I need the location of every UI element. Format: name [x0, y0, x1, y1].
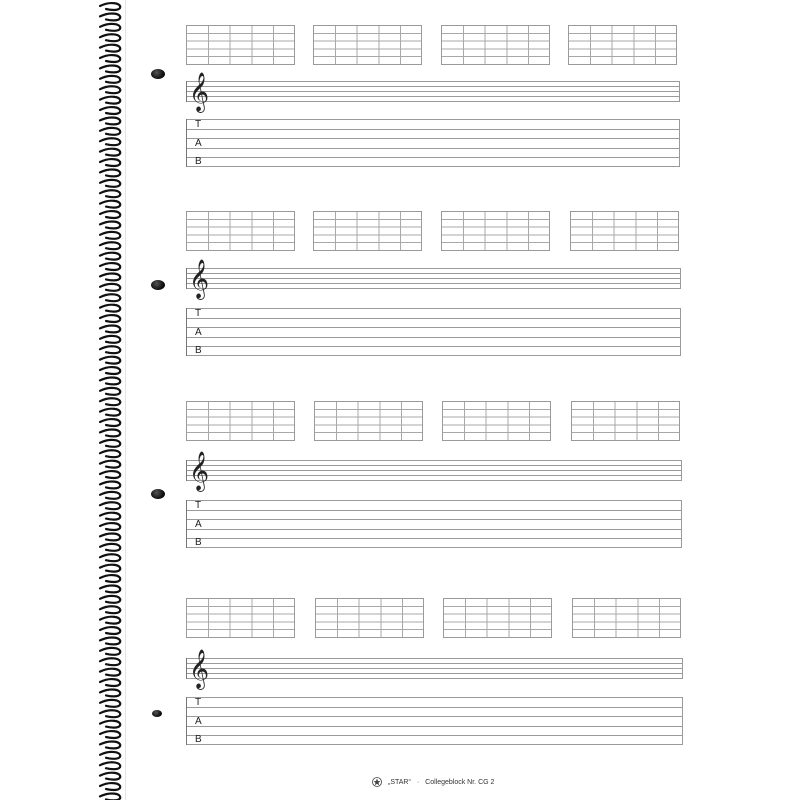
spiral-coil	[100, 492, 120, 499]
spiral-coil	[100, 34, 120, 41]
treble-clef-icon: 𝄞	[189, 451, 210, 491]
spiral-coil	[100, 638, 120, 645]
spiral-coil	[100, 742, 120, 749]
music-staff	[186, 451, 682, 491]
spiral-coil	[100, 398, 120, 405]
footer-brand: „STAR“	[388, 778, 411, 786]
chord-diagram-box	[313, 211, 422, 251]
spiral-coil	[100, 773, 120, 780]
tab-letter-b: B	[195, 156, 202, 167]
punch-hole-icon	[151, 69, 165, 79]
tab-letter-a: A	[195, 327, 202, 338]
chord-diagram-box	[568, 25, 677, 65]
spiral-coil	[100, 502, 120, 509]
spiral-coil	[100, 554, 120, 561]
spiral-coil	[100, 378, 120, 385]
spiral-coil	[100, 409, 120, 416]
star-logo-icon	[372, 777, 382, 787]
chord-diagram-box	[441, 25, 550, 65]
spiral-coil	[100, 762, 120, 769]
spiral-coil	[100, 190, 120, 197]
chord-diagram-box	[186, 401, 295, 441]
punch-hole-icon	[152, 710, 162, 717]
treble-clef-icon: 𝄞	[189, 72, 210, 112]
spiral-coil	[100, 242, 120, 249]
spiral-coil	[100, 534, 120, 541]
spiral-coil	[100, 617, 120, 624]
tab-letter-b: B	[195, 537, 202, 548]
chord-diagram-box	[572, 598, 681, 638]
spiral-coil	[100, 159, 120, 166]
spiral-coil	[100, 658, 120, 665]
chord-diagram-box	[571, 401, 680, 441]
treble-clef-icon: 𝄞	[189, 649, 210, 689]
footer-imprint	[372, 777, 494, 787]
chord-diagram-box	[313, 25, 422, 65]
spiral-coil	[100, 118, 120, 125]
spiral-coil	[100, 450, 120, 457]
spiral-coil	[100, 211, 120, 218]
spiral-coil	[100, 586, 120, 593]
tab-letter-t: T	[195, 697, 202, 708]
tab-letter-a: A	[195, 519, 202, 530]
tablature-staff	[186, 119, 680, 167]
chord-diagram-box	[442, 401, 551, 441]
spiral-coil	[100, 419, 120, 426]
tab-letter-t: T	[195, 308, 202, 319]
tablature-staff	[186, 697, 683, 745]
spiral-coil	[100, 294, 120, 301]
spiral-coil	[100, 24, 120, 31]
spiral-coil	[100, 700, 120, 707]
spiral-coil	[100, 336, 120, 343]
spiral-coil	[100, 513, 120, 520]
spiral-coil	[100, 55, 120, 62]
spiral-coil	[100, 170, 120, 177]
spiral-coil	[100, 690, 120, 697]
spiral-coil	[100, 253, 120, 260]
treble-clef-icon: 𝄞	[189, 259, 210, 299]
punch-hole-icon	[151, 489, 165, 499]
spiral-coil	[100, 66, 120, 73]
spiral-coil	[100, 201, 120, 208]
chord-diagram-box	[186, 25, 295, 65]
spiral-coil	[100, 783, 120, 790]
spiral-coil	[100, 471, 120, 478]
spiral-coil	[100, 284, 120, 291]
spiral-coil	[100, 596, 120, 603]
spiral-coil	[100, 430, 120, 437]
spiral-coil	[100, 45, 120, 52]
tablature-staff	[186, 308, 681, 356]
chord-diagram-box	[186, 211, 295, 251]
chord-diagram-box	[441, 211, 550, 251]
spiral-coil	[100, 180, 120, 187]
chord-diagram-box	[314, 401, 423, 441]
music-staff	[186, 649, 683, 689]
spiral-coil	[100, 752, 120, 759]
tab-letter-b: B	[195, 345, 202, 356]
footer-product: Collegeblock Nr. CG 2	[425, 778, 495, 786]
spiral-coil	[100, 305, 120, 312]
spiral-coil	[100, 794, 120, 800]
spiral-coil	[100, 679, 120, 686]
spiral-coil	[100, 14, 120, 21]
spiral-coil	[100, 482, 120, 489]
spiral-coil	[100, 138, 120, 145]
spiral-coil	[100, 3, 120, 10]
tablature-staff	[186, 500, 682, 548]
footer-separator: ·	[416, 778, 420, 786]
spiral-coil	[100, 544, 120, 551]
music-staff	[186, 72, 680, 112]
spiral-coil	[100, 367, 120, 374]
spiral-coil	[100, 357, 120, 364]
tab-letter-t: T	[195, 119, 202, 130]
spiral-coil	[100, 731, 120, 738]
spiral-coil	[100, 326, 120, 333]
chord-diagram-box	[186, 598, 295, 638]
tab-letter-a: A	[195, 716, 202, 727]
spiral-coil	[100, 440, 120, 447]
spiral-coil	[100, 128, 120, 135]
spiral-coil	[100, 76, 120, 83]
tab-letter-t: T	[195, 500, 202, 511]
spiral-coil	[100, 627, 120, 634]
spiral-coil	[100, 274, 120, 281]
spiral-coil	[100, 346, 120, 353]
spiral-coil	[100, 232, 120, 239]
spiral-coil	[100, 648, 120, 655]
spiral-coil	[100, 315, 120, 322]
spiral-coil	[100, 669, 120, 676]
spiral-coil	[100, 388, 120, 395]
chord-diagram-box	[315, 598, 424, 638]
spiral-binding-icon	[96, 0, 126, 800]
spiral-coil	[100, 149, 120, 156]
spiral-coil	[100, 710, 120, 717]
tab-letter-a: A	[195, 138, 202, 149]
music-staff	[186, 259, 681, 299]
tab-letter-b: B	[195, 734, 202, 745]
spiral-coil	[100, 461, 120, 468]
spiral-coil	[100, 222, 120, 229]
chord-diagram-box	[443, 598, 552, 638]
spiral-coil	[100, 523, 120, 530]
spiral-coil	[100, 107, 120, 114]
spiral-coil	[100, 263, 120, 270]
spiral-coil	[100, 565, 120, 572]
spiral-coil	[100, 575, 120, 582]
sheet-edge	[125, 0, 126, 800]
spiral-coil	[100, 86, 120, 93]
spiral-coil	[100, 97, 120, 104]
spiral-coil	[100, 721, 120, 728]
punch-hole-icon	[151, 280, 165, 290]
spiral-coil	[100, 606, 120, 613]
chord-diagram-box	[570, 211, 679, 251]
